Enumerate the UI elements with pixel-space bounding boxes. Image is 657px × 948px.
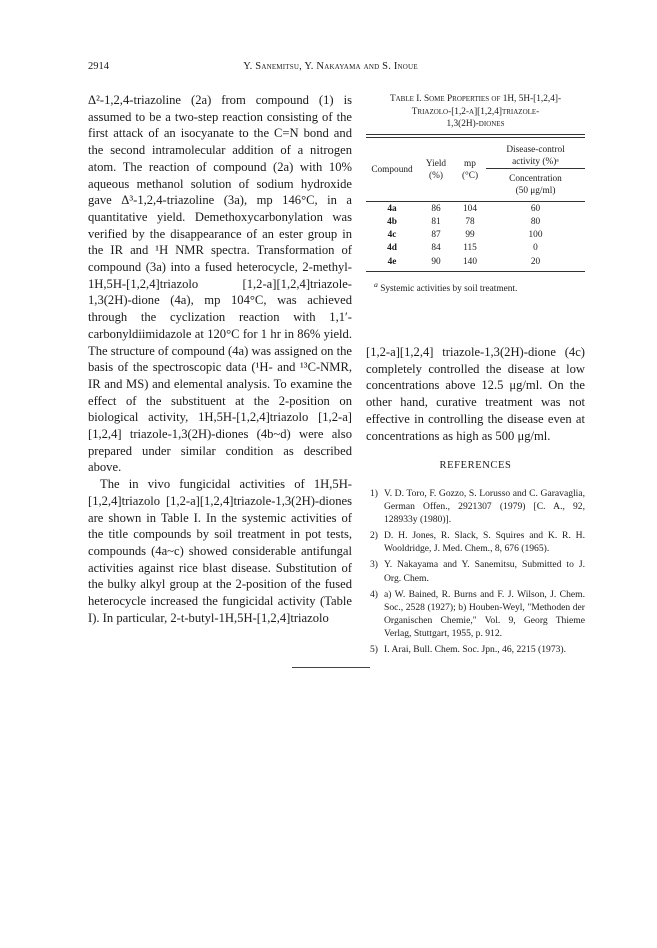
cell-mp: 104: [463, 203, 477, 214]
cell-yield: 81: [431, 217, 441, 228]
table-footnote: [366, 279, 585, 295]
table-top-rule: [366, 134, 585, 138]
properties-table: [366, 140, 585, 269]
col-header-mp-label: mp: [464, 159, 476, 170]
reference-item: [366, 487, 585, 526]
cell-yield: 87: [431, 230, 441, 241]
col-header-mp: [454, 140, 486, 202]
cell-yield: 84: [431, 243, 441, 254]
reference-text: V. D. Toro, F. Gozzo, S. Lorusso and C. Garavaglia, German Offen., 2921307 (1979) [C. A., 92, 128933y (1980)].: [384, 488, 585, 526]
table-bottom-rule: [366, 271, 585, 272]
table-row: [366, 229, 585, 242]
reference-item: [366, 558, 585, 584]
cell-mp: 115: [463, 243, 477, 254]
table-row: [366, 202, 585, 215]
reference-number: 5): [370, 644, 378, 656]
cell-mp: 99: [465, 230, 475, 241]
col-header-conc-label: Concentration: [509, 173, 562, 184]
cell-activity: 0: [533, 243, 538, 254]
footnote-mark: a: [374, 280, 378, 290]
reference-text: I. Arai, Bull. Chem. Soc. Jpn., 46, 2215 (1973).: [384, 644, 567, 656]
table-row: [366, 255, 585, 268]
reference-item: [366, 529, 585, 555]
cell-activity: 60: [530, 203, 541, 214]
right-column: [366, 344, 585, 444]
references-list: [366, 487, 585, 659]
cell-compound: 4b: [387, 217, 397, 228]
reference-item: [366, 643, 585, 656]
cell-mp: 140: [463, 256, 477, 267]
body-paragraph-2: The in vivo fungicidal activities of 1H,5H-[1,2,4]triazolo [1,2-a][1,2,4]triazole-1,3(2H)-diones are shown in Table I. In the systemic activities of the title compounds by soil treatment in pot tests, compounds (4a~c) showed considerable antifungal activities against rice blast disease. Substitution of the bulky alkyl group at the 2-position of the fused heterocycle increased the fungicidal activity (Table I). In particular, 2-t-butyl-1H,5H-[1,2,4]triazolo: [88, 477, 352, 625]
col-header-yield-unit: (%): [429, 171, 443, 182]
col-header-mp-unit: (°C): [461, 171, 479, 182]
col-header-compound: Compound: [371, 165, 413, 176]
table-row: [366, 242, 585, 255]
reference-number: 2): [370, 530, 378, 542]
col-header-activity-line2: activity (%)ᵃ: [512, 156, 559, 167]
left-column: [88, 92, 352, 627]
table-row: [366, 216, 585, 229]
reference-number: 1): [370, 488, 378, 499]
cell-compound: 4c: [387, 230, 397, 241]
table-caption-line-3: 1,3(2H)-diones: [446, 119, 505, 129]
page-number: 2914: [88, 61, 109, 72]
reference-text: Y. Nakayama and Y. Sanemitsu, Submitted to J. Org. Chem.: [384, 559, 585, 584]
cell-compound: 4e: [387, 256, 397, 267]
cell-mp: 78: [465, 217, 475, 228]
references-heading: REFERENCES: [439, 460, 512, 471]
end-rule: [292, 667, 370, 668]
table-1: [366, 93, 585, 295]
cell-activity: 100: [528, 230, 543, 241]
cell-yield: 90: [431, 256, 441, 267]
cell-compound: 4a: [387, 203, 397, 214]
reference-number: 3): [370, 559, 378, 571]
col-header-yield: [418, 140, 454, 202]
col-header-activity-line1: Disease-control: [506, 144, 565, 155]
reference-text: D. H. Jones, R. Slack, S. Squires and K. R. H. Wooldridge, J. Med. Chem., 8, 676 (1965).: [384, 530, 585, 555]
col-header-activity: [486, 140, 585, 169]
body-paragraph-1: Δ²-1,2,4-triazoline (2a) from compound (1) is assumed to be a two-step reaction consisting of the first attack of an isocyanate to the C=N bond and the second intramolecular addition of a nitrogen atom. The reaction of compound (2a) with 10% aqueous methanol solution of sodium hydroxide gave Δ³-1,2,4-triazoline (3a), mp 146°C, in a quantitative yield. Demethoxycarbonylation was verified by the disappearance of an ester group in the IR and ¹H NMR spectra. Transformation of compound (3a) into a fused heterocycle, 2-methyl-1H,5H-[1,2,4]triazolo [1,2-a][1,2,4]triazole-1,3(2H)-dione (4a), mp 104°C, was achieved through the cyclization reaction with 1,1′-carbonyldiimidazole at 120°C for 1 hr in 86% yield. The structure of compound (4a) was assigned on the basis of the spectroscopic data (¹H- and ¹³C-NMR, IR and MS) and elemental analysis. To examine the effect of the substituent at the 2-position on biological activity, 1H,5H-[1,2,4]triazolo [1,2-a][1,2,4] triazole-1,3(2H)-diones (4b~d) were also prepared under similar condition as described above.: [88, 93, 352, 475]
cell-activity: 20: [530, 256, 541, 267]
cell-yield: 86: [431, 203, 441, 214]
table-body: [366, 202, 585, 268]
table-caption: [366, 93, 585, 131]
table-caption-line-2: Triazolo-[1,2-a][1,2,4]triazole-: [411, 106, 540, 117]
reference-text: a) W. Bained, R. Burns and F. J. Wilson, J. Chem. Soc., 2528 (1927); b) Houben-Weyl, "Methoden der Organischen Chemie," Vol. 9, Georg Thieme Verlag, Stuttgart, 1955, p. 912.: [384, 588, 585, 639]
cell-compound: 4d: [387, 243, 397, 254]
right-paragraph: [1,2-a][1,2,4] triazole-1,3(2H)-dione (4c) completely controlled the disease at low concentrations above 12.5 μg/ml. On the other hand, curative treatment was not effective in controlling the disease even at concentrations as high as 500 μg/ml.: [366, 345, 585, 443]
reference-number: 4): [370, 588, 378, 600]
col-header-conc-value: (50 μg/ml): [515, 186, 556, 197]
col-header-concentration: [486, 169, 585, 202]
running-head-authors: Y. Sanemitsu, Y. Nakayama and S. Inoue: [243, 61, 418, 72]
cell-activity: 80: [530, 217, 541, 228]
reference-item: [366, 588, 585, 640]
table-caption-line-1: Table I. Some Properties of 1H, 5H-[1,2,4]-: [389, 94, 562, 104]
footnote-text: Systemic activities by soil treatment.: [380, 284, 518, 295]
running-header: [88, 61, 573, 77]
col-header-yield-label: Yield: [425, 159, 447, 170]
